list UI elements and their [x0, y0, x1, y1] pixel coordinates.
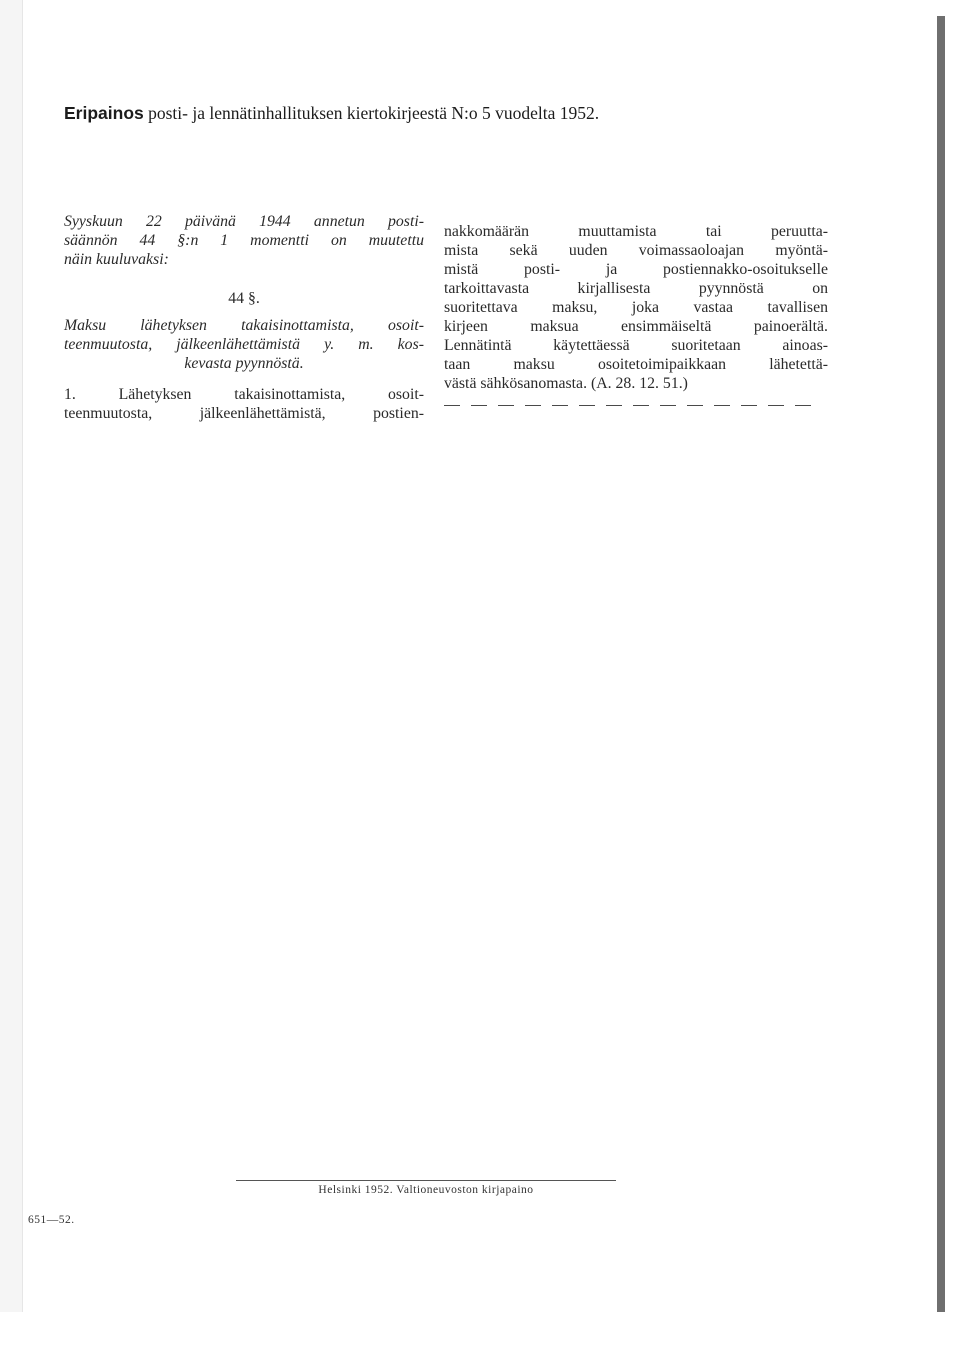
- body-paragraph: [64, 385, 424, 423]
- printer-imprint: Helsinki 1952. Valtioneuvoston kirjapaino: [318, 1184, 534, 1196]
- section-title-line: teenmuutosta, jälkeenlähettämistä y. m. kos-: [64, 336, 424, 353]
- section-title-line: kevasta pyynnöstä.: [184, 355, 304, 372]
- right-column: [444, 222, 828, 409]
- body-line: taan maksu osoitetoimipaikkaan lähetettä-: [444, 356, 828, 373]
- header-text: posti- ja lennätinhallituksen kiertokirjeestä N:o 5 vuodelta 1952.: [143, 103, 600, 123]
- end-dash-rule: [444, 401, 820, 409]
- body-line: teenmuutosta, jälkeenlähettämistä, postien-: [64, 405, 424, 422]
- job-number: 651—52.: [28, 1214, 75, 1226]
- body-line: västä sähkösanomasta. (A. 28. 12. 51.): [444, 375, 688, 392]
- section-number: 44 §.: [228, 290, 260, 307]
- body-line: tarkoittavasta kirjallisesta pyynnöstä on: [444, 280, 828, 297]
- body-line: 1. Lähetyksen takaisinottamista, osoit-: [64, 386, 424, 403]
- section-title-line: Maksu lähetyksen takaisinottamista, osoit-: [64, 317, 424, 334]
- body-line: mistä posti- ja postiennakko-osoitukselle: [444, 261, 828, 278]
- body-line: kirjeen maksua ensimmäiseltä painoerältä.: [444, 318, 828, 335]
- body-line: Lennätintä käytettäessä suoritetaan ainoas-: [444, 337, 828, 354]
- imprint-rule: [236, 1180, 616, 1181]
- document-header: [64, 103, 884, 124]
- intro-line: Syyskuun 22 päivänä 1944 annetun posti-: [64, 213, 424, 230]
- page-right-edge: [937, 16, 945, 1312]
- body-line: nakkomäärän muuttamista tai peruutta-: [444, 223, 828, 240]
- intro-line: näin kuuluvaksi:: [64, 251, 169, 268]
- left-column: [64, 212, 424, 423]
- section-title: [64, 316, 424, 373]
- intro-paragraph: [64, 212, 424, 269]
- body-line: mista sekä uuden voimassaoloajan myöntä-: [444, 242, 828, 259]
- intro-line: säännön 44 §:n 1 momentti on muutettu: [64, 232, 424, 249]
- body-line: suoritettava maksu, joka vastaa tavallisen: [444, 299, 828, 316]
- page-left-edge: [0, 0, 23, 1312]
- header-bold-word: Eripainos: [64, 103, 144, 123]
